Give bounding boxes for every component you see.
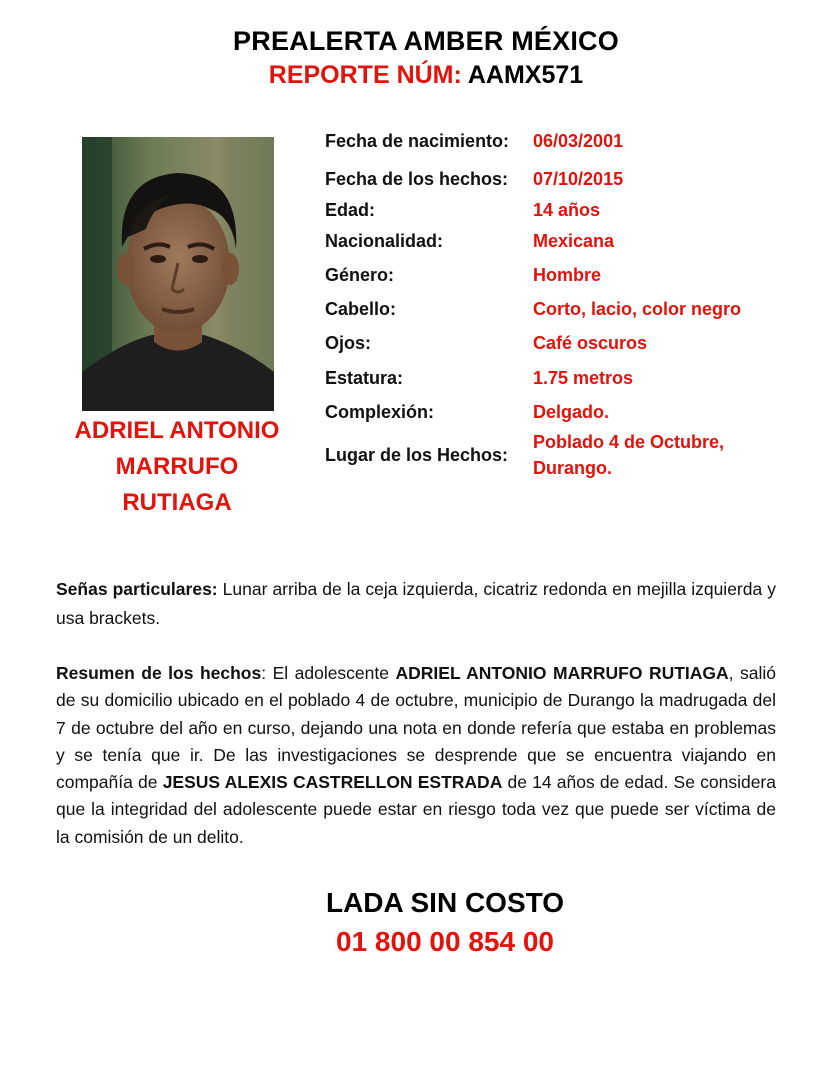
detail-value: Hombre: [533, 265, 602, 285]
report-number: AAMX571: [467, 61, 584, 89]
detail-value: 1.75 metros: [533, 368, 634, 388]
event-summary: [56, 660, 776, 851]
detail-label: Fecha de los hechos:: [325, 169, 509, 189]
detail-row-location: [325, 429, 805, 483]
detail-value: 07/10/2015: [533, 169, 624, 189]
detail-label: Género:: [325, 265, 395, 285]
detail-value: 06/03/2001: [533, 131, 624, 151]
name-line-3: RUTIAGA: [122, 489, 232, 516]
name-line-2: MARRUFO: [115, 453, 239, 480]
missing-person-photo: [82, 137, 274, 411]
distinguishing-marks: [56, 575, 776, 633]
detail-value: Delgado.: [533, 402, 610, 422]
detail-label: Ojos:: [325, 333, 372, 353]
detail-value: [533, 429, 793, 481]
missing-person-name: [40, 413, 314, 521]
report-label: REPORTE NÚM:: [268, 61, 462, 89]
detail-label: Edad:: [325, 200, 376, 220]
location-line-1: Poblado 4 de Octubre,: [533, 432, 725, 452]
detail-label: Fecha de nacimiento:: [325, 131, 510, 151]
summary-text-3: de 14 años de edad. Se considera que la integridad del adolescente puede estar en riesgo toda vez que puede ser víctima de la comisión de un delito.: [56, 772, 776, 847]
detail-value: 14 años: [533, 200, 601, 220]
alert-title: PREALERTA AMBER MÉXICO: [233, 26, 619, 56]
summary-text-2: , salió de su domicilio ubicado en el poblado 4 de octubre, municipio de Durango la madrugada del 7 de octubre del año en curso, dejando una nota en donde refería que estaba en problemas y se tenía que ir. De las investigaciones se desprende que se encuentra viajando en compañía de: [56, 663, 777, 793]
location-line-2: Durango.: [533, 458, 612, 478]
name-line-1: ADRIEL ANTONIO: [74, 417, 280, 444]
detail-value: Café oscuros: [533, 333, 648, 353]
summary-text-1: : El adolescente: [261, 663, 396, 683]
toll-free-phone: 01 800 00 854 00: [336, 926, 554, 957]
summary-name-2: JESUS ALEXIS CASTRELLON ESTRADA: [162, 772, 503, 793]
detail-value: Mexicana: [533, 231, 615, 251]
marks-label: Señas particulares:: [56, 579, 218, 599]
detail-label: Cabello:: [325, 299, 397, 319]
toll-free-label: LADA SIN COSTO: [325, 887, 564, 918]
detail-label: Complexión:: [325, 402, 435, 422]
detail-label: Lugar de los Hechos:: [325, 445, 509, 465]
detail-label: Estatura:: [325, 368, 404, 388]
detail-value: Corto, lacio, color negro: [533, 299, 742, 319]
report-number-line: [0, 61, 821, 90]
summary-name-1: ADRIEL ANTONIO MARRUFO RUTIAGA: [395, 663, 729, 683]
marks-text: Lunar arriba de la ceja izquierda, cicatriz redonda en mejilla izquierda y usa brackets.: [56, 579, 776, 628]
portrait-illustration: [82, 137, 274, 411]
detail-label: Nacionalidad:: [325, 231, 444, 251]
summary-label: Resumen de los hechos: [56, 663, 262, 683]
